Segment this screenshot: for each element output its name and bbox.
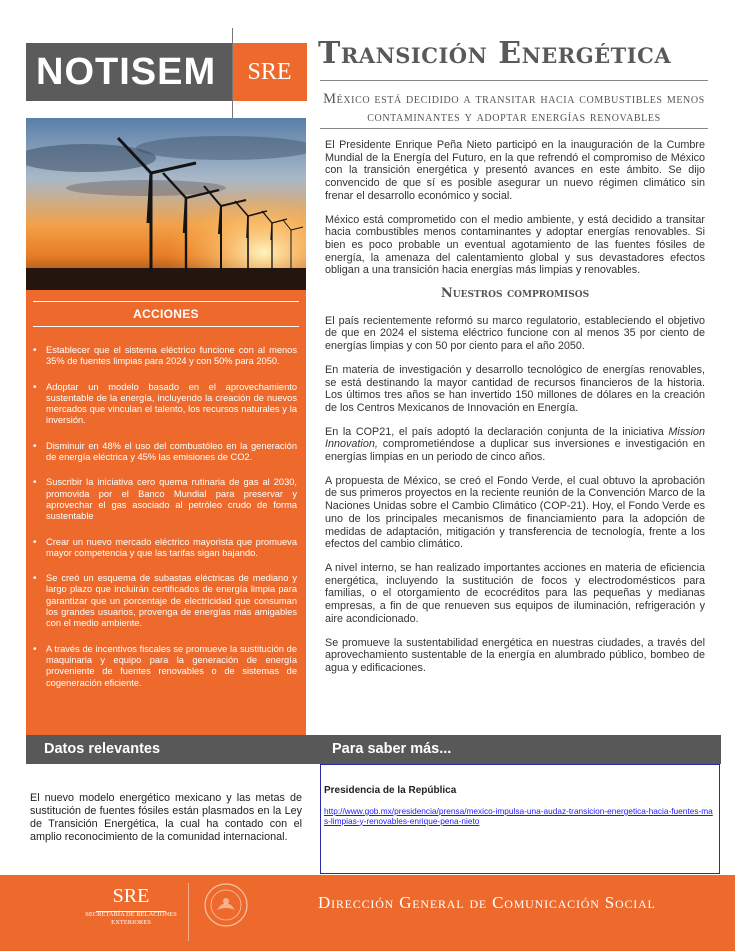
logo-orange-block xyxy=(232,43,307,101)
logo-gray-block xyxy=(26,43,232,101)
list-item: • Suscribir la iniciativa cero quema rutinaria de gas al 2030, promovida por el Banco Mundial para preservar y aprovechar el gas asociado al petróleo crudo de forma sustentable xyxy=(33,477,297,522)
panel-rule-top xyxy=(33,301,299,302)
article-body xyxy=(325,139,705,686)
page-title: Transición Energética xyxy=(318,36,672,71)
wind-turbines-image xyxy=(26,118,306,290)
acciones-panel xyxy=(26,290,306,736)
acciones-list xyxy=(32,345,297,703)
header-divider xyxy=(232,28,233,118)
page-subtitle: México está decidido a transitar hacia combustibles menos contaminantes y adoptar energías renovables xyxy=(323,91,705,125)
list-item: • A través de incentivos fiscales se promueve la sustitución de maquinaria y equipo para la generación de energía proveniente de fuentes renovables o de sistemas de cogeneración eficiente. xyxy=(33,643,297,688)
mexico-seal-icon xyxy=(203,882,249,928)
links-box xyxy=(320,764,720,874)
paragraph: En materia de investigación y desarrollo tecnológico de energías renovables, se está destinando la mayor cantidad de recursos financieros de la historia. Los últimos tres años se han invertido 150 millones de dólares en la creación de los Centros Mexicanos de Innovación en Energía. xyxy=(325,363,705,414)
footer-sre-logo: SRE xyxy=(112,885,150,907)
paragraph: El Presidente Enrique Peña Nieto participó en la inauguración de la Cumbre Mundial de la Energía del Futuro, en la que refrendó el compromiso de México con la transición energética y presentó avances en este ámbito. Se dijo convencido de que sí es posible asegurar un nuevo régimen climático sin frenar el desarrollo económico y social. xyxy=(325,139,705,202)
mission-innovation: Mission Innovation, xyxy=(325,425,705,451)
logo-text: NOTISEM xyxy=(36,51,217,93)
subtitle-rule xyxy=(320,128,708,129)
paragraph: En la COP21, el país adoptó la declaración conjunta de la iniciativa Mission Innovation, comprometiéndose a duplicar sus inversiones e investigación en energías limpias en un periodo de cinco años. xyxy=(325,425,705,464)
bottom-header-bar xyxy=(26,735,721,764)
link-source: Presidencia de la República xyxy=(324,785,457,796)
panel-rule-bottom xyxy=(33,326,299,327)
list-item: • Establecer que el sistema eléctrico funcione con al menos 35% de fuentes limpias para 2024 y con 50% para 2050. xyxy=(33,345,297,367)
list-item: • Adoptar un modelo basado en el aprovechamiento sustentable de la energía, incluyendo la creación de nuevos mercados que vinculan el talento, los recursos naturales y la inversión. xyxy=(33,381,297,426)
paragraph: A propuesta de México, se creó el Fondo Verde, el cual obtuvo la aprobación de sus primeros proyectos en la reciente reunión de la Convención Marco de la Naciones Unidas sobre el Cambio Climático (COP-21). Hoy, el Fondo Verde es uno de los principales mecanismos de financiamiento para la adopción de medidas de adaptación, mitigación y transferencia de tecnología, frente a los efectos del cambio climático. xyxy=(325,474,705,551)
footer xyxy=(0,875,735,951)
list-item: • Disminuir en 48% el uso del combustóleo en la generación de energía eléctrica y 45% las emisiones de CO2. xyxy=(33,440,297,463)
title-rule xyxy=(320,80,708,81)
datos-relevantes-text: El nuevo modelo energético mexicano y las metas de sustitución de fuentes fósiles están plasmados en la Ley de Transición Energética, la cual ha contado con el amplio reconocimiento de la comunidad internacional. xyxy=(30,792,302,843)
datos-relevantes-title: Datos relevantes xyxy=(44,741,161,757)
logo-sre: SRE xyxy=(247,59,292,85)
acciones-title: ACCIONES xyxy=(133,307,199,321)
presidencia-link[interactable]: http://www.gob.mx/presidencia/prensa/mexico-impulsa-una-audaz-transicion-energetica-hacia-fuentes-mas-limpias-y-renovables-enrique-pena-nieto xyxy=(324,806,713,826)
footer-sre-subtitle: SECRETARÍA DE RELACIONES EXTERIORES xyxy=(85,911,177,926)
paragraph: Se promueve la sustentabilidad energética en nuestras ciudades, a través del aprovechamiento sustentable de la energía en alumbrado público, bombeo de agua y edificaciones. xyxy=(325,636,705,674)
list-item: • Crear un nuevo mercado eléctrico mayorista que promueva mayor competencia y que las tarifas sigan bajando. xyxy=(33,536,297,558)
paragraph: A nivel interno, se han realizado importantes acciones en materia de eficiencia energética, incluyendo la sustitución de focos y electrodomésticos para familias, o el otorgamiento de ecocréditos para las pequeñas y medianas empresas, a fin de que renueven sus equipos de iluminación, refrigeración y aire acondicionado. xyxy=(325,561,705,625)
list-item: • Se creó un esquema de subastas eléctricas de mediano y largo plazo que incluirán certificados de energía limpia para garantizar que un porcentaje de electricidad que consuman los grandes usuarios, provenga de energías más amigables con el medio ambiente. xyxy=(33,573,297,629)
section-heading: Nuestros compromisos xyxy=(440,286,590,302)
para-saber-mas-title: Para saber más... xyxy=(332,741,452,757)
footer-direccion: Dirección General de Comunicación Social xyxy=(318,893,656,912)
paragraph: El país recientemente reformó su marco regulatorio, estableciendo el objetivo de que en 2024 el sistema eléctrico funcione con al menos 35 por ciento de energías limpias y con 50 por ciento para el año 2050. xyxy=(325,314,705,353)
footer-separator xyxy=(188,883,189,941)
notisem-logo xyxy=(26,43,307,101)
paragraph: México está comprometido con el medio ambiente, y está decidido a transitar hacia combustibles menos contaminantes y adoptar energías renovables. Si bien es poco probable un eventual agotamiento de las fuentes fósiles de energía, la amenaza del calentamiento global y sus devastadores efectos obligan a una transición hacia energías más limpias y renovables. xyxy=(325,213,705,277)
